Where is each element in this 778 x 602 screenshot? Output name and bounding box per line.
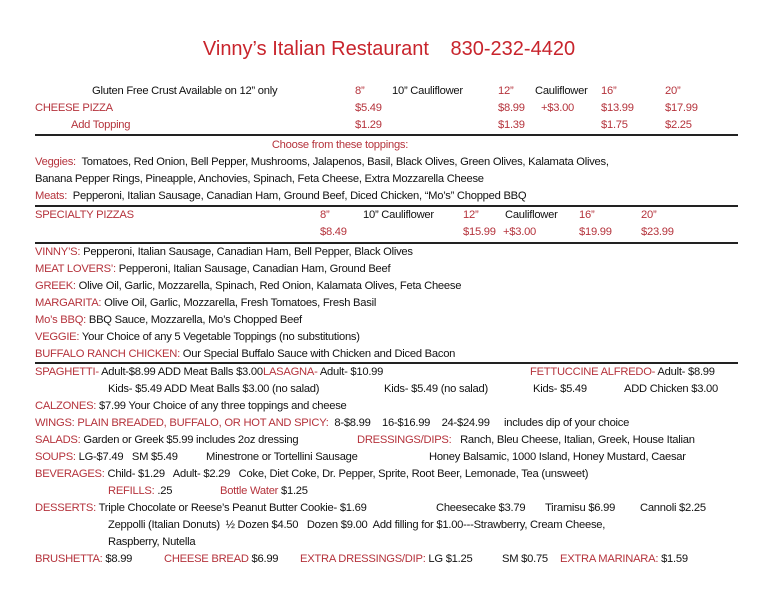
wings-item: WINGS: PLAIN BREADED, BUFFALO, OR HOT AND SPICY: 8-$8.99 16-$16.99 24-$24.99 includes dip of your choice [35, 417, 630, 429]
veggies-line: Veggies: Tomatoes, Red Onion, Bell Pepper, Mushrooms, Jalapenos, Basil, Black Olives, Green Olives, Kalamata Olives, [35, 156, 609, 168]
specialty-item: VEGGIE: Your Choice of any 5 Vegetable Toppings (no substitutions) [35, 331, 360, 343]
spaghetti-item: SPAGHETTI- Adult-$8.99 ADD Meat Balls $3.00 [35, 366, 263, 378]
size-header: 16” [579, 209, 595, 221]
lasagna-kids: Kids- $5.49 (no salad) [384, 383, 488, 395]
price: $1.75 [601, 119, 628, 131]
fettuccine-item: FETTUCCINE ALFREDO- Adult- $8.99 [530, 366, 715, 378]
price: $1.29 [355, 119, 382, 131]
divider [35, 242, 738, 244]
size-header: 10” Cauliflower [392, 85, 463, 97]
specialty-item: VINNY’S: Pepperoni, Italian Sausage, Canadian Ham, Bell Pepper, Black Olives [35, 246, 413, 258]
zeppolli-item: Zeppolli (Italian Donuts) ½ Dozen $4.50 Dozen $9.00 Add filling for $1.00---Strawberry, Cream Cheese, [108, 519, 606, 531]
specialty-item: Mo’s BBQ: BBQ Sauce, Mozzarella, Mo’s Chopped Beef [35, 314, 302, 326]
specialty-item: MEAT LOVERS’: Pepperoni, Italian Sausage, Canadian Ham, Ground Beef [35, 263, 391, 275]
price: $19.99 [579, 226, 612, 238]
cheese-pizza-label: CHEESE PIZZA [35, 102, 113, 114]
price: $1.39 [498, 119, 525, 131]
size-header: 16” [601, 85, 617, 97]
fettuccine-add: ADD Chicken $3.00 [624, 383, 719, 395]
salads-item: SALADS: Garden or Greek $5.99 includes 2oz dressing [35, 434, 299, 446]
restaurant-name: Vinny’s Italian Restaurant [202, 38, 429, 60]
size-header: 8” [355, 85, 365, 97]
price: +$3.00 [541, 102, 575, 114]
specialty-item: BUFFALO RANCH CHICKEN: Our Special Buffalo Sauce with Chicken and Diced Bacon [35, 348, 456, 360]
specialty-label: SPECIALTY PIZZAS [35, 209, 134, 221]
toppings-heading: Choose from these toppings: [271, 139, 409, 151]
divider [35, 205, 738, 207]
soups-kinds: Minestrone or Tortellini Sausage [206, 451, 358, 463]
meats-line: Meats: Pepperoni, Italian Sausage, Canadian Ham, Ground Beef, Diced Chicken, “Mo’s” Chopped BBQ [35, 190, 527, 202]
beverages-item: BEVERAGES: Child- $1.29 Adult- $2.29 Coke, Diet Coke, Dr. Pepper, Sprite, Root Beer, Lemonade, Tea (unsweet) [35, 468, 589, 480]
gluten-note: Gluten Free Crust Available on 12” only [92, 85, 278, 97]
price: $5.49 [355, 102, 382, 114]
tiramisu-item: Tiramisu $6.99 [545, 502, 616, 514]
price: $23.99 [641, 226, 674, 238]
size-header: Cauliflower [535, 85, 588, 97]
size-header: 20” [665, 85, 681, 97]
price: $8.49 [320, 226, 347, 238]
restaurant-phone: 830-232-4420 [450, 38, 576, 60]
specialty-item: GREEK: Olive Oil, Garlic, Mozzarella, Spinach, Red Onion, Kalamata Olives, Feta Cheese [35, 280, 462, 292]
divider [35, 362, 738, 364]
price: $13.99 [601, 102, 634, 114]
restaurant-title [0, 38, 778, 61]
desserts-item: DESSERTS: Triple Chocolate or Reese’s Peanut Butter Cookie- $1.69 [35, 502, 367, 514]
size-header: Cauliflower [505, 209, 558, 221]
add-topping-label: Add Topping [71, 119, 131, 131]
extra-dip-small: SM $0.75 [502, 553, 548, 565]
filling-options: Raspberry, Nutella [108, 536, 196, 548]
dressings-more: Honey Balsamic, 1000 Island, Honey Mustard, Caesar [429, 451, 686, 463]
extra-dip-item: EXTRA DRESSINGS/DIP: LG $1.25 [300, 553, 473, 565]
lasagna-item: LASAGNA- Adult- $10.99 [263, 366, 384, 378]
size-header: 20” [641, 209, 657, 221]
price: +$3.00 [503, 226, 537, 238]
cheese-bread-item: CHEESE BREAD $6.99 [164, 553, 279, 565]
marinara-item: EXTRA MARINARA: $1.59 [560, 553, 688, 565]
price: $2.25 [665, 119, 692, 131]
veggies-line: Banana Pepper Rings, Pineapple, Anchovies, Spinach, Feta Cheese, Extra Mozzarella Cheese [35, 173, 484, 185]
dressings-item: DRESSINGS/DIPS: Ranch, Bleu Cheese, Italian, Greek, House Italian [357, 434, 695, 446]
price: $15.99 [463, 226, 496, 238]
size-header: 12” [498, 85, 514, 97]
price: $17.99 [665, 102, 698, 114]
bottle-water-item: Bottle Water $1.25 [220, 485, 308, 497]
brushetta-item: BRUSHETTA: $8.99 [35, 553, 133, 565]
size-header: 10” Cauliflower [363, 209, 434, 221]
divider [35, 134, 738, 136]
refills-item: REFILLS: .25 [108, 485, 173, 497]
fettuccine-kids: Kids- $5.49 [533, 383, 587, 395]
cannoli-item: Cannoli $2.25 [640, 502, 706, 514]
cheesecake-item: Cheesecake $3.79 [436, 502, 526, 514]
specialty-item: MARGARITA: Olive Oil, Garlic, Mozzarella, Fresh Tomatoes, Fresh Basil [35, 297, 377, 309]
price: $8.99 [498, 102, 525, 114]
spaghetti-kids: Kids- $5.49 ADD Meat Balls $3.00 (no salad) [108, 383, 320, 395]
size-header: 8” [320, 209, 330, 221]
size-header: 12” [463, 209, 479, 221]
calzones-item: CALZONES: $7.99 Your Choice of any three toppings and cheese [35, 400, 347, 412]
soups-item: SOUPS: LG-$7.49 SM $5.49 [35, 451, 178, 463]
